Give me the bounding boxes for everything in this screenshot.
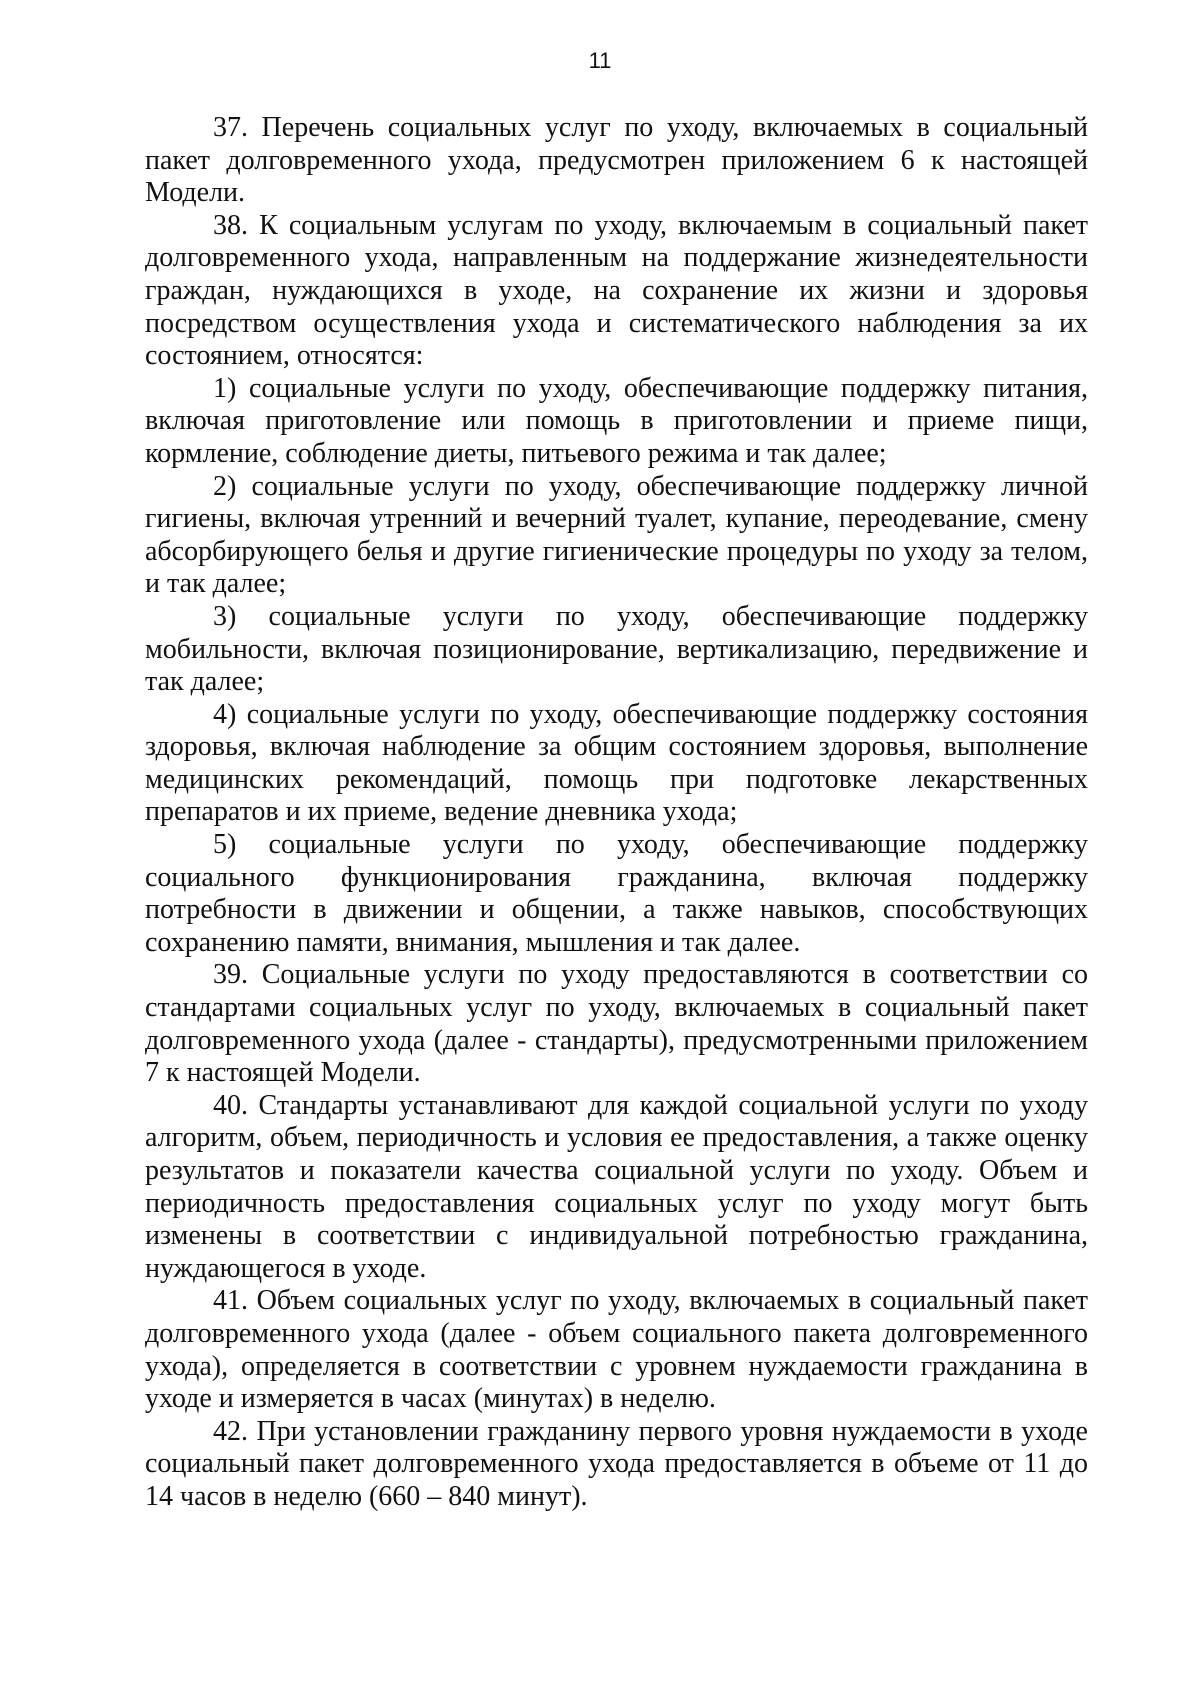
page-number: 11: [588, 48, 612, 73]
list-item-4: 4) социальные услуги по уходу, обеспечивающие поддержку состояния здоровья, включая наблюдение за общим состоянием здоровья, выполнение медицинских рекомендаций, помощь при подготовке лекарственных препаратов и их приеме, ведение дневника ухода;: [145, 698, 1088, 828]
paragraph-39: 39. Социальные услуги по уходу предоставляются в соответствии со стандартами социальных услуг по уходу, включаемых в социальный пакет долговременного ухода (далее - стандарты), предусмотренными приложением 7 к настоящей Модели.: [145, 959, 1088, 1089]
paragraph-37: 37. Перечень социальных услуг по уходу, включаемых в социальный пакет долговременного ухода, предусмотрен приложением 6 к настоящей Модели.: [145, 112, 1088, 209]
paragraph-41: 41. Объем социальных услуг по уходу, включаемых в социальный пакет долговременного ухода (далее - объем социального пакета долговременного ухода), определяется в соответствии с уровнем нуждаемости гражданина в уходе и измеряется в часах (минутах) в неделю.: [145, 1285, 1088, 1415]
paragraph-38: 38. К социальным услугам по уходу, включаемым в социальный пакет долговременного ухода, направленным на поддержание жизнедеятельности граждан, нуждающихся в уходе, на сохранение их жизни и здоровья посредством осуществления ухода и систематического наблюдения за их состоянием, относятся:: [145, 209, 1088, 372]
paragraph-42: 42. При установлении гражданину первого уровня нуждаемости в уходе социальный пакет долговременного ухода предоставляется в объеме от 11 до 14 часов в неделю (660 – 840 минут).: [145, 1415, 1088, 1512]
list-item-2: 2) социальные услуги по уходу, обеспечивающие поддержку личной гигиены, включая утренний и вечерний туалет, купание, переодевание, смену абсорбирующего белья и другие гигиенические процедуры по уходу за телом, и так далее;: [145, 470, 1088, 600]
list-item-5: 5) социальные услуги по уходу, обеспечивающие поддержку социального функционирования гражданина, включая поддержку потребности в движении и общении, а также навыков, способствующих сохранению памяти, внимания, мышления и так далее.: [145, 829, 1088, 958]
paragraph-40: 40. Стандарты устанавливают для каждой социальной услуги по уходу алгоритм, объем, периодичность и условия ее предоставления, а также оценку результатов и показатели качества социальной услуги по уходу. Объем и периодичность предоставления социальных услуг по уходу могут быть изменены в соответствии с индивидуальной потребностью гражданина, нуждающегося в уходе.: [145, 1089, 1088, 1284]
list-item-3: 3) социальные услуги по уходу, обеспечивающие поддержку мобильности, включая позиционирование, вертикализацию, передвижение и так далее;: [145, 600, 1088, 698]
document-body: [145, 112, 1088, 1514]
list-item-1: 1) социальные услуги по уходу, обеспечивающие поддержку питания, включая приготовление или помощь в приготовлении и приеме пищи, кормление, соблюдение диеты, питьевого режима и так далее;: [145, 372, 1088, 469]
